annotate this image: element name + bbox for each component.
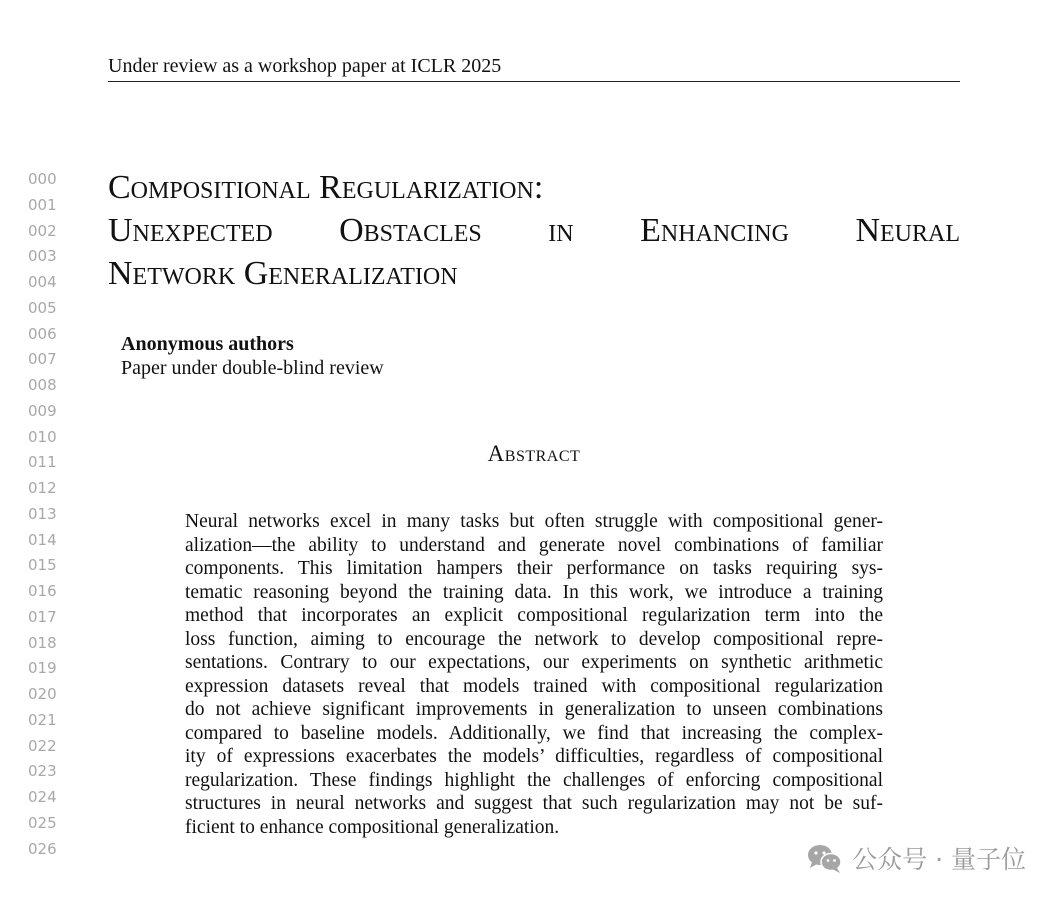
paper-title [108, 166, 960, 295]
abstract-line: method that incorporates an explicit compositional regularization term into the [185, 605, 883, 626]
line-number: 018 [28, 633, 57, 652]
line-number: 022 [28, 736, 57, 755]
abstract-line: tematic reasoning beyond the training data. In this work, we introduce a training [185, 581, 883, 603]
line-number: 017 [28, 607, 57, 626]
abstract-line: sentations. Contrary to our expectations, our experiments on synthetic arithmetic [185, 652, 883, 673]
abstract-line: Neural networks excel in many tasks but often struggle with compositional gener- [185, 511, 883, 532]
abstract-line: expression datasets reveal that models trained with compositional regularization [185, 675, 883, 697]
line-number: 000 [28, 170, 57, 188]
abstract-heading: Abstract [487, 441, 581, 466]
abstract-line: regularization. These findings highlight the challenges of enforcing compositional [185, 769, 883, 791]
line-number: 012 [28, 479, 57, 497]
title-line: Unexpected Obstacles in Enhancing Neural [108, 212, 960, 249]
line-number: 025 [28, 813, 57, 832]
line-number: 003 [28, 247, 57, 266]
abstract-line: structures in neural networks and suggest that such regularization may not be suf- [185, 793, 883, 814]
line-number: 019 [28, 659, 57, 678]
line-number: 005 [28, 298, 57, 317]
line-number: 008 [28, 376, 57, 394]
watermark-text: 公众号 · 量子位 [852, 845, 1026, 874]
line-number: 007 [28, 350, 57, 369]
line-number: 011 [28, 453, 57, 472]
abstract-line: loss function, aiming to encourage the network to develop compositional repre- [185, 628, 883, 650]
line-number: 015 [28, 556, 57, 575]
line-number: 004 [28, 273, 57, 291]
line-number: 014 [28, 530, 57, 549]
line-number: 021 [28, 710, 57, 729]
line-number-gutter [28, 170, 68, 865]
title-line: Network Generalization [108, 255, 458, 292]
line-number: 009 [28, 401, 57, 420]
abstract-line: alization—the ability to understand and generate novel combinations of familiar [185, 534, 883, 556]
line-number: 024 [28, 788, 57, 806]
author-name: Anonymous authors [121, 333, 294, 355]
abstract-line: ficient to enhance compositional generalization. [185, 816, 560, 838]
abstract-body [185, 510, 883, 839]
abstract-line: compared to baseline models. Additionally, we find that increasing the complex- [185, 722, 883, 744]
line-number: 013 [28, 504, 57, 523]
title-line: Compositional Regularization: [108, 169, 544, 206]
abstract-line: do not achieve significant improvements in generalization to unseen combinations [185, 699, 883, 720]
watermark [806, 840, 1026, 876]
line-number: 001 [28, 195, 57, 214]
wechat-icon [806, 842, 844, 874]
line-number: 002 [28, 221, 57, 240]
author-block [121, 332, 384, 380]
line-number: 026 [28, 839, 57, 858]
line-number: 006 [28, 324, 57, 343]
line-number: 020 [28, 685, 57, 703]
line-number: 023 [28, 762, 57, 781]
line-number: 016 [28, 582, 57, 600]
abstract-line: components. This limitation hampers their performance on tasks requiring sys- [185, 558, 883, 579]
abstract-line: ity of expressions exacerbates the models’ difficulties, regardless of compositional [185, 746, 883, 767]
line-number: 010 [28, 427, 57, 446]
author-affiliation: Paper under double-blind review [121, 357, 384, 379]
running-header: Under review as a workshop paper at ICLR 2025 [108, 55, 960, 82]
